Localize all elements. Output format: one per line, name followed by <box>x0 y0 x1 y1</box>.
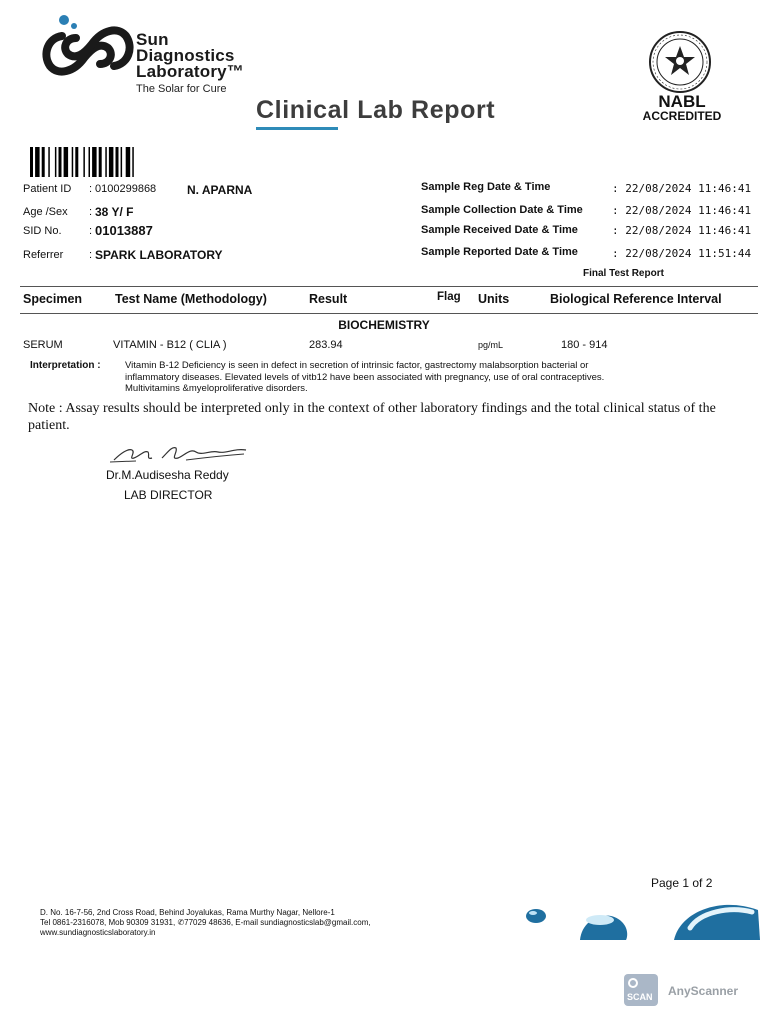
sample-reg-datetime: 22/08/2024 11:46:41 <box>625 182 752 195</box>
barcode-bar <box>30 147 33 177</box>
footer-line-1: D. No. 16-7-56, 2nd Cross Road, Behind Joyalukas, Rama Murthy Nagar, Nellore-1 <box>40 908 335 917</box>
accredited-label: ACCREDITED <box>642 109 722 123</box>
barcode-bar <box>132 147 134 177</box>
interpretation-label: Interpretation : <box>30 360 101 371</box>
report-status: Final Test Report <box>583 268 664 279</box>
patient-id-label: Patient ID <box>23 183 72 195</box>
barcode-bar <box>59 147 62 177</box>
barcode-bar <box>42 147 45 177</box>
row-units: pg/mL <box>478 340 504 350</box>
sample-reg-label: Sample Reg Date & Time <box>421 181 551 193</box>
barcode-icon <box>30 147 176 177</box>
header-test-name: Test Name (Methodology) <box>115 292 267 306</box>
signatory-title: LAB DIRECTOR <box>124 488 213 502</box>
row-result: 283.94 <box>309 339 343 351</box>
brand-tagline: The Solar for Cure <box>136 83 227 95</box>
sun-diagnostics-logo <box>40 14 136 78</box>
patient-name: N. APARNA <box>187 183 253 197</box>
footer-line-2: Tel 0861-2316078, Mob 90309 31931, ✆77029 48636, E-mail sundiagnosticslab@gmail.com, <box>40 918 371 927</box>
brand-line-3: Laboratory™ <box>136 62 244 81</box>
barcode-bar <box>75 147 78 177</box>
row-specimen: SERUM <box>23 339 63 351</box>
colon: : <box>89 206 93 218</box>
barcode-bar <box>105 147 107 177</box>
barcode-bar <box>116 147 119 177</box>
sid-value: 01013887 <box>95 223 153 238</box>
brand-line-2: Diagnostics <box>136 46 235 65</box>
sample-reg-value: : 22/08/2024 11:46:41 <box>612 182 752 195</box>
barcode-bar <box>64 147 69 177</box>
sample-reported-datetime: 22/08/2024 11:51:44 <box>625 247 752 260</box>
header-reference: Biological Reference Interval <box>550 292 722 306</box>
section-title: BIOCHEMISTRY <box>338 318 430 332</box>
row-reference: 180 - 914 <box>561 339 608 351</box>
sample-received-datetime: 22/08/2024 11:46:41 <box>625 224 752 237</box>
sample-collection-value: : 22/08/2024 11:46:41 <box>612 204 752 217</box>
brand-line-1: Sun <box>136 30 169 49</box>
assay-note: Note : Assay results should be interpreted only in the context of other laboratory findings and the total clinical status of the patient. <box>28 401 716 433</box>
nabl-label: NABL <box>658 92 706 111</box>
sample-collection-label: Sample Collection Date & Time <box>421 204 583 216</box>
interpretation-line-2: inflammatory diseases. Elevated levels of vitb12 have been associated with pregnancy, use of oral contraceptives. <box>125 371 605 383</box>
sid-label: SID No. <box>23 225 62 237</box>
referrer-value: SPARK LABORATORY <box>95 248 223 262</box>
header-result: Result <box>309 292 348 306</box>
anyscanner-icon <box>624 974 658 1006</box>
barcode-bar <box>48 147 50 177</box>
footer-address <box>40 908 510 938</box>
header-units: Units <box>478 292 510 306</box>
table-top-rule <box>20 286 758 287</box>
nabl-accreditation <box>622 94 742 124</box>
colon: : <box>89 249 93 261</box>
title-underline <box>256 127 338 130</box>
interpretation-line-3: Multivitamins &myeloproliferative disorders. <box>125 383 308 394</box>
brand-name <box>136 32 244 97</box>
barcode-bar <box>55 147 57 177</box>
report-title: Clinical Lab Report <box>256 96 496 124</box>
referrer-label: Referrer <box>23 249 64 261</box>
signature-icon <box>106 440 254 466</box>
signatory-name: Dr.M.Audisesha Reddy <box>106 468 229 482</box>
anyscanner-label: AnyScanner <box>668 984 739 998</box>
barcode-bar <box>99 147 102 177</box>
interpretation-line-1: Vitamin B-12 Deficiency is seen in defect in secretion of intrinsic factor, gastrectomy malabsorption bacterial or <box>125 360 589 371</box>
patient-id-value: 0100299868 <box>95 183 157 195</box>
footer-line-3: www.sundiagnosticslaboratory.in <box>40 928 156 937</box>
sample-collection-datetime: 22/08/2024 11:46:41 <box>625 204 752 217</box>
barcode-bar <box>83 147 85 177</box>
age-sex-value: 38 Y/ F <box>95 205 134 219</box>
barcode-bar <box>92 147 97 177</box>
row-test-name: VITAMIN - B12 ( CLIA ) <box>113 339 227 351</box>
sample-reported-label: Sample Reported Date & Time <box>421 246 578 258</box>
interpretation-text <box>125 360 725 395</box>
sample-received-label: Sample Received Date & Time <box>421 224 578 236</box>
barcode-bar <box>35 147 40 177</box>
colon: : <box>89 225 93 237</box>
table-header-rule <box>20 313 758 314</box>
header-specimen: Specimen <box>23 292 83 306</box>
colon: : <box>89 183 93 195</box>
barcode-bar <box>109 147 114 177</box>
barcode-bar <box>89 147 91 177</box>
water-drops-icon <box>520 898 768 942</box>
barcode-bar <box>121 147 123 177</box>
header-flag: Flag <box>437 291 461 303</box>
sample-reported-value: : 22/08/2024 11:51:44 <box>612 247 752 260</box>
sample-received-value: : 22/08/2024 11:46:41 <box>612 224 752 237</box>
nabl-seal-icon <box>642 30 718 94</box>
scan-icon-text: SCAN <box>627 992 653 1002</box>
barcode-bar <box>126 147 131 177</box>
page-number: Page 1 of 2 <box>651 876 713 890</box>
barcode-bar <box>72 147 74 177</box>
age-sex-label: Age /Sex <box>23 206 68 218</box>
